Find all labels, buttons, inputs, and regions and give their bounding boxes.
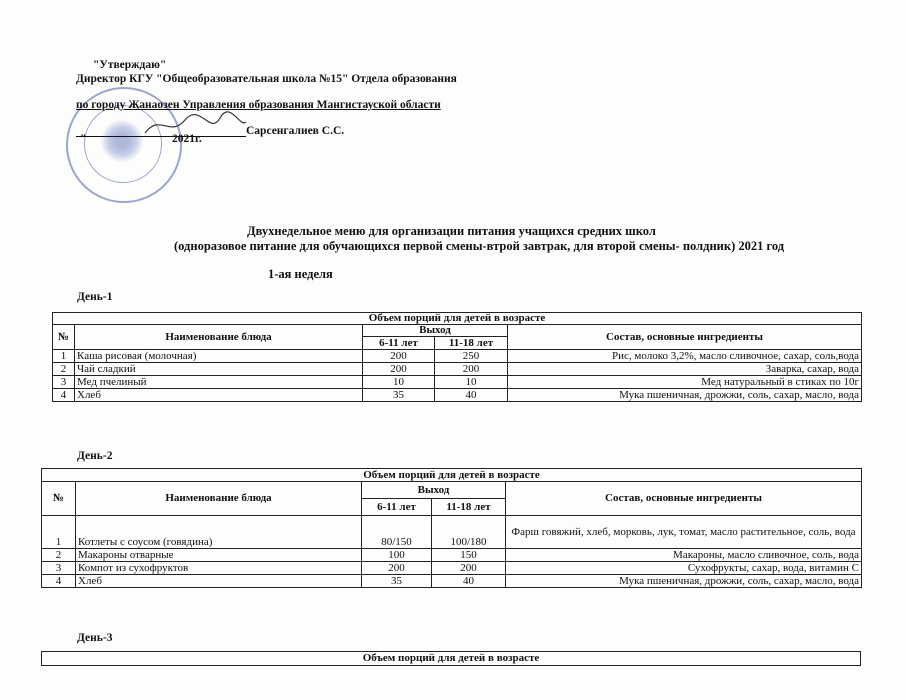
dish-name: Котлеты с соусом (говядина) xyxy=(76,516,362,549)
yield-6-11: 35 xyxy=(363,389,435,402)
yield-11-18: 100/180 xyxy=(432,516,506,549)
table-row xyxy=(42,562,862,575)
portion-group-header: Объем порций для детей в возрасте xyxy=(42,652,861,666)
table-row xyxy=(42,549,862,562)
table-row xyxy=(53,376,862,389)
portion-group-header: Объем порций для детей в возрасте xyxy=(42,469,862,482)
day1-label: День-1 xyxy=(77,291,113,303)
ingredients: Мука пшеничная, дрожжи, соль, сахар, масло, вода xyxy=(506,575,862,588)
row-num: 4 xyxy=(53,389,75,402)
menu-title: Двухнедельное меню для организации питания учащихся средних школ xyxy=(247,224,656,238)
table-row xyxy=(42,575,862,588)
age1-header: 6-11 лет xyxy=(362,499,432,516)
approver-position: Директор КГУ "Общеобразовательная школа №15" Отдела образования xyxy=(76,73,457,85)
ingredients: Макароны, масло сливочное, соль, вода xyxy=(506,549,862,562)
yield-6-11: 200 xyxy=(363,350,435,363)
yield-11-18: 200 xyxy=(432,562,506,575)
table-row xyxy=(53,363,862,376)
approve-label: "Утверждаю" xyxy=(93,59,167,71)
row-num: 3 xyxy=(42,562,76,575)
ingredients-header: Состав, основные ингредиенты xyxy=(506,482,862,516)
week-label: 1-ая неделя xyxy=(268,267,333,281)
yield-6-11: 200 xyxy=(362,562,432,575)
table-row xyxy=(53,350,862,363)
dish-name: Макароны отварные xyxy=(76,549,362,562)
yield-11-18: 10 xyxy=(435,376,508,389)
menu-subtitle: (одноразовое питание для обучающихся первой смены-втрой завтрак, для второй смены- полдник) 2021 год xyxy=(174,239,785,253)
dish-name: Хлеб xyxy=(76,575,362,588)
portion-group-header: Объем порций для детей в возрасте xyxy=(53,313,862,325)
row-num: 2 xyxy=(53,363,75,376)
day3-table xyxy=(41,651,861,666)
yield-6-11: 100 xyxy=(362,549,432,562)
dish-name: Компот из сухофруктов xyxy=(76,562,362,575)
row-num: 1 xyxy=(53,350,75,363)
dish-header: Наименование блюда xyxy=(75,325,363,350)
day3-label: День-3 xyxy=(77,632,113,644)
yield-11-18: 200 xyxy=(435,363,508,376)
ingredients: Рис, молоко 3,2%, масло сливочное, сахар, соль,вода xyxy=(508,350,862,363)
approver-organization: по городу Жанаозен Управления образования Мангистауской области xyxy=(76,99,441,111)
day2-label: День-2 xyxy=(77,450,113,462)
num-header: № xyxy=(42,482,76,516)
yield-11-18: 40 xyxy=(435,389,508,402)
ingredients: Заварка, сахар, вода xyxy=(508,363,862,376)
yield-11-18: 150 xyxy=(432,549,506,562)
dish-name: Хлеб xyxy=(75,389,363,402)
row-num: 2 xyxy=(42,549,76,562)
yield-6-11: 200 xyxy=(363,363,435,376)
row-num: 4 xyxy=(42,575,76,588)
row-num: 3 xyxy=(53,376,75,389)
dish-name: Каша рисовая (молочная) xyxy=(75,350,363,363)
age2-header: 11-18 лет xyxy=(432,499,506,516)
table-row xyxy=(42,516,862,549)
age1-header: 6-11 лет xyxy=(363,337,435,350)
yield-11-18: 40 xyxy=(432,575,506,588)
yield-header: Выход xyxy=(363,325,508,337)
yield-6-11: 10 xyxy=(363,376,435,389)
ingredients: Мед натуральный в стиках по 10г xyxy=(508,376,862,389)
date-quote: " xyxy=(80,133,87,145)
row-num: 1 xyxy=(42,516,76,549)
yield-6-11: 35 xyxy=(362,575,432,588)
yield-header: Выход xyxy=(362,482,506,499)
day1-table xyxy=(52,312,862,402)
ingredients: Сухофрукты, сахар, вода, витамин С xyxy=(506,562,862,575)
age2-header: 11-18 лет xyxy=(435,337,508,350)
yield-11-18: 250 xyxy=(435,350,508,363)
ingredients: Фарш говяжий, хлеб, морковь, лук, томат, масло растительное, соль, вода xyxy=(506,516,862,549)
num-header: № xyxy=(53,325,75,350)
yield-6-11: 80/150 xyxy=(362,516,432,549)
dish-header: Наименование блюда xyxy=(76,482,362,516)
ingredients: Мука пшеничная, дрожжи, соль, сахар, масло, вода xyxy=(508,389,862,402)
dish-name: Мед пчелиный xyxy=(75,376,363,389)
ingredients-header: Состав, основные ингредиенты xyxy=(508,325,862,350)
day2-table xyxy=(41,468,862,588)
approval-year: 2021г. xyxy=(172,133,202,145)
signer-name: Сарсенгалиев С.С. xyxy=(246,125,345,137)
dish-name: Чай сладкий xyxy=(75,363,363,376)
table-row xyxy=(53,389,862,402)
